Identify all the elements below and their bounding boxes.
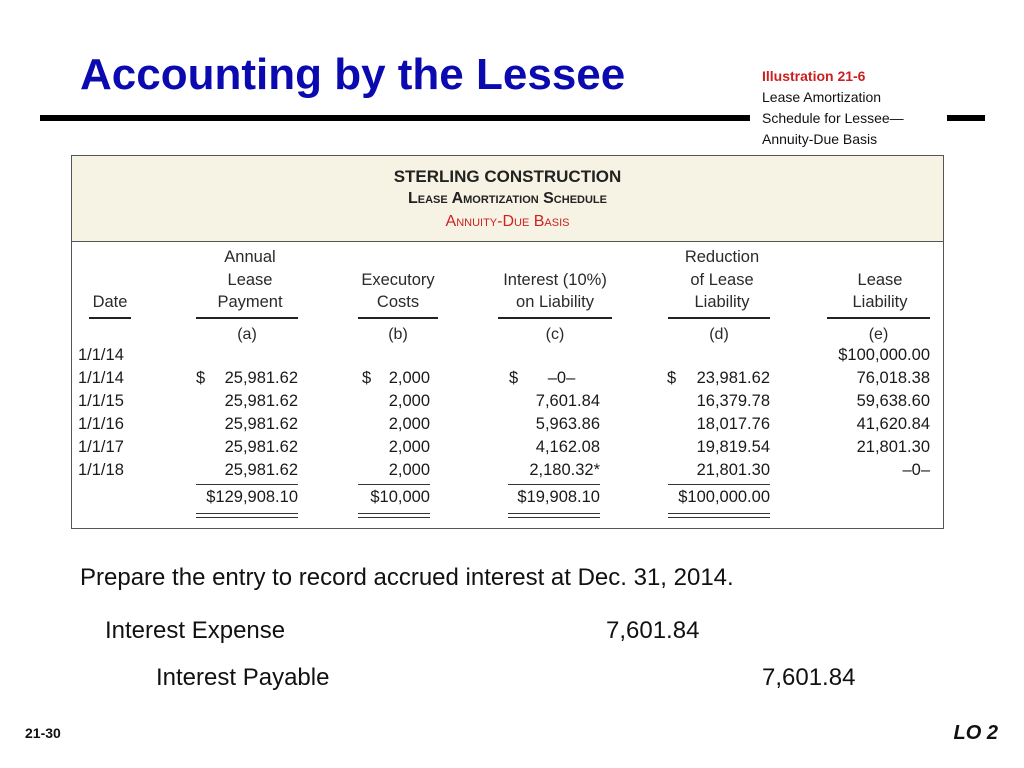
column-header-line: on Liability — [516, 293, 594, 311]
table-cell-b: 2,000 — [388, 369, 430, 387]
column-header-line: Annual — [224, 248, 276, 266]
sum-line — [508, 484, 600, 485]
illustration-label: Illustration 21-6 — [762, 68, 866, 84]
total-executory: $10,000 — [370, 488, 430, 506]
column-header-line: Reduction — [684, 248, 760, 266]
table-cell-d: 21,801.30 — [696, 461, 770, 479]
learning-objective: LO 2 — [953, 722, 998, 744]
table-cell-b: 2,000 — [388, 461, 430, 479]
table-cell-a: 25,981.62 — [224, 438, 298, 456]
table-cell-a-sym: $ — [196, 369, 206, 387]
column-underline — [498, 317, 612, 319]
table-cell-b: 2,000 — [388, 392, 430, 410]
slide-number: 21-30 — [25, 725, 61, 741]
table-cell-d: 23,981.62 — [696, 369, 770, 387]
table-cell-b-sym: $ — [362, 369, 372, 387]
table-cell-c: 5,963.86 — [535, 415, 600, 433]
illustration-caption — [762, 66, 962, 150]
journal-debit-account: Interest Expense — [105, 617, 286, 644]
table-cell-c: –0– — [547, 369, 576, 387]
table-cell-d: 18,017.76 — [696, 415, 770, 433]
column-letter: (e) — [868, 326, 889, 343]
total-reduction: $100,000.00 — [678, 488, 770, 506]
question-prompt: Prepare the entry to record accrued interest at Dec. 31, 2014. — [80, 564, 734, 591]
table-cell-date: 1/1/16 — [78, 415, 124, 433]
column-header-line: Costs — [376, 293, 420, 311]
table-cell-e: –0– — [902, 461, 930, 479]
journal-credit-amount: 7,601.84 — [762, 664, 856, 691]
table-cell-a: 25,981.62 — [224, 461, 298, 479]
journal-debit-amount: 7,601.84 — [606, 617, 700, 644]
column-letter: (d) — [709, 326, 729, 343]
table-cell-b: 2,000 — [388, 415, 430, 433]
table-cell-e: 59,638.60 — [856, 392, 930, 410]
column-header-liability — [820, 246, 940, 314]
table-heading — [72, 156, 943, 242]
table-cell-c: 2,180.32* — [529, 461, 600, 479]
double-underline — [358, 513, 430, 514]
table-cell-date: 1/1/14 — [78, 369, 124, 387]
column-header-line — [350, 246, 446, 269]
table-cell-a: 25,981.62 — [224, 392, 298, 410]
double-underline — [668, 517, 770, 518]
column-underline — [827, 317, 930, 319]
table-cell-date: 1/1/15 — [78, 392, 124, 410]
column-underline — [89, 317, 131, 319]
table-cell-d: 16,379.78 — [696, 392, 770, 410]
table-cell-c-sym: $ — [509, 369, 519, 387]
double-underline — [508, 517, 600, 518]
column-header-line: Liability — [694, 293, 750, 311]
illustration-line: Annuity-Due Basis — [762, 131, 878, 147]
column-header-line — [490, 246, 620, 269]
table-cell-d-sym: $ — [667, 369, 677, 387]
table-cell-e: 41,620.84 — [856, 415, 930, 433]
table-cell-a: 25,981.62 — [224, 369, 298, 387]
table-cell-e: 21,801.30 — [856, 438, 930, 456]
column-header-interest — [490, 246, 620, 314]
table-cell-b: 2,000 — [388, 438, 430, 456]
column-header-line: Executory — [361, 270, 435, 289]
double-underline — [196, 513, 298, 514]
column-header-date — [72, 246, 148, 314]
column-header-line: of Lease — [690, 270, 754, 289]
column-letter: (b) — [388, 326, 408, 343]
column-header-line: Liability — [852, 293, 908, 311]
schedule-title: Lease Amortization Schedule — [408, 190, 607, 207]
column-header-line — [820, 246, 940, 269]
total-interest: $19,908.10 — [517, 488, 600, 506]
column-header-line: Lease — [227, 270, 273, 289]
column-header-payment — [196, 246, 304, 314]
column-header-line — [72, 246, 148, 269]
illustration-line: Lease Amortization — [762, 89, 882, 105]
double-underline — [508, 513, 600, 514]
table-cell-date: 1/1/14 — [78, 346, 124, 364]
table-cell-date: 1/1/17 — [78, 438, 124, 456]
double-underline — [358, 517, 430, 518]
sum-line — [358, 484, 430, 485]
amortization-table — [71, 155, 944, 529]
column-underline — [196, 317, 298, 319]
schedule-basis: Annuity-Due Basis — [445, 213, 570, 230]
column-header-line: Interest (10%) — [503, 270, 607, 289]
table-cell-e: 76,018.38 — [856, 369, 930, 387]
table-cell-e: $100,000.00 — [838, 346, 930, 364]
company-name: STERLING CONSTRUCTION — [393, 167, 622, 186]
table-cell-c: 4,162.08 — [535, 438, 600, 456]
column-letter: (a) — [237, 326, 257, 343]
title-rule-left — [40, 115, 750, 121]
column-underline — [668, 317, 770, 319]
column-letter: (c) — [545, 326, 565, 343]
sum-line — [196, 484, 298, 485]
double-underline — [668, 513, 770, 514]
table-cell-a: 25,981.62 — [224, 415, 298, 433]
table-cell-d: 19,819.54 — [696, 438, 770, 456]
column-header-executory — [350, 246, 446, 314]
column-header-line: Payment — [217, 293, 283, 311]
column-underline — [358, 317, 438, 319]
illustration-line: Schedule for Lessee— — [762, 110, 904, 126]
sum-line — [668, 484, 770, 485]
table-cell-date: 1/1/18 — [78, 461, 124, 479]
slide-title: Accounting by the Lessee — [80, 50, 626, 99]
column-header-line: Lease — [857, 270, 903, 289]
column-header-line — [72, 269, 148, 292]
total-payment: $129,908.10 — [206, 488, 298, 506]
journal-credit-account: Interest Payable — [156, 664, 330, 691]
table-cell-c: 7,601.84 — [535, 392, 600, 410]
double-underline — [196, 517, 298, 518]
column-header-reduction — [662, 246, 782, 314]
column-header-line: Date — [92, 293, 128, 311]
